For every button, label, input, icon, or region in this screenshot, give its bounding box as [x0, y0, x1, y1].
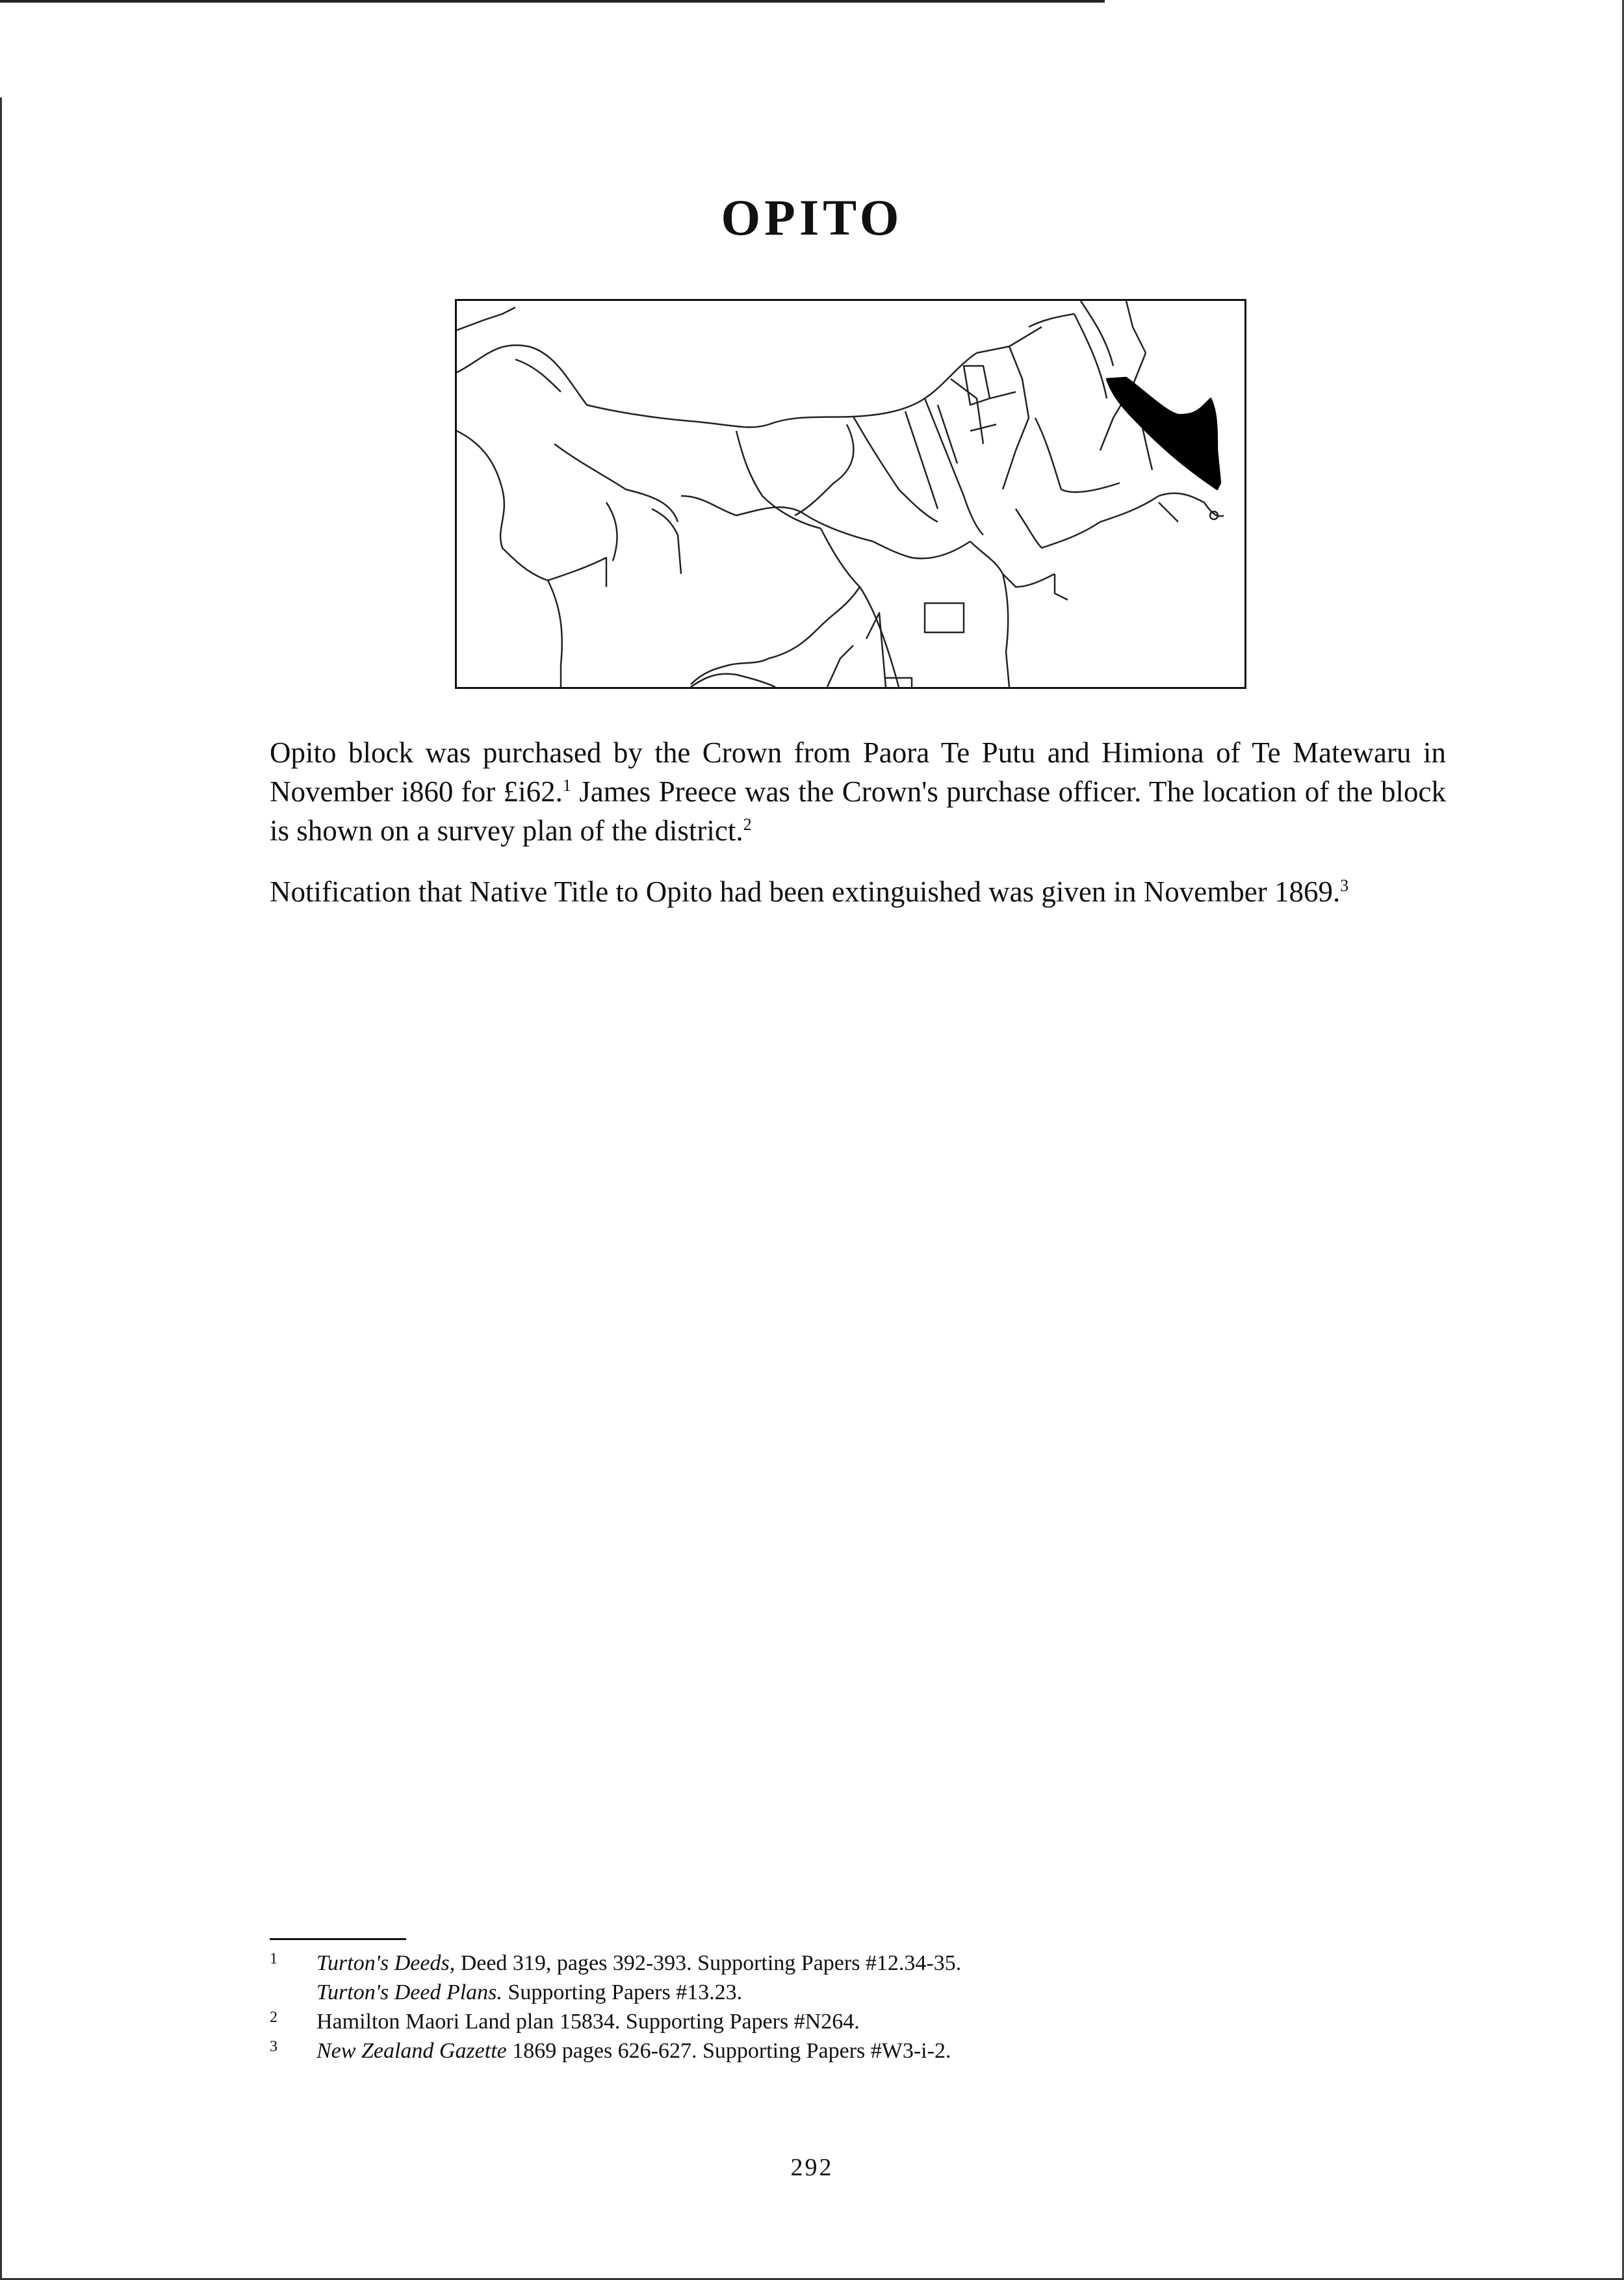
- scan-edge-left: [0, 97, 2, 2280]
- footnote-line: [316, 1978, 1439, 2007]
- page-number: 292: [790, 2154, 834, 2181]
- footnote-citation-detail: Supporting Papers #13.23.: [502, 1980, 743, 2004]
- footnote-citation-detail: Deed 319, pages 392-393. Supporting Papers #12.34-35.: [455, 1951, 962, 1975]
- footnote-1: [270, 1949, 1439, 2007]
- footnote-ref-1: 1: [562, 776, 571, 795]
- footnote-line: [316, 1949, 1439, 1978]
- footnote-ref-3: 3: [1340, 876, 1349, 895]
- footnote-divider: [270, 1938, 406, 1940]
- footnote-3: [270, 2036, 1439, 2066]
- footnote-2: [270, 2007, 1439, 2036]
- page-title: OPITO: [721, 189, 903, 246]
- scan-edge-top: [0, 0, 1105, 3]
- footnote-number: 3: [270, 2038, 277, 2055]
- footnote-line: [316, 2036, 1439, 2066]
- footnote-citation-detail: 1869 pages 626-627. Supporting Papers #W3-i-2.: [506, 2039, 951, 2063]
- paragraph-purchase-text-2: James Preece was the Crown's purchase officer. The location of the block is shown on a survey plan of the district.: [270, 775, 1446, 847]
- footnote-citation-title: Turton's Deed Plans.: [316, 1980, 502, 2004]
- location-map: [455, 299, 1246, 689]
- footnote-ref-2: 2: [743, 815, 752, 834]
- paragraph-purchase: [270, 733, 1446, 850]
- footnotes: [270, 1949, 1439, 2066]
- footnote-number: 2: [270, 2009, 277, 2026]
- paragraph-purchase-text: Opito block was purchased by the Crown from Paora Te Putu and Himiona of Te Matewaru in November i860 for £i62.: [270, 736, 1446, 808]
- survey-map-icon: [457, 301, 1244, 687]
- footnote-citation-title: New Zealand Gazette: [316, 2039, 507, 2063]
- footnote-citation-detail: Hamilton Maori Land plan 15834. Supporting Papers #N264.: [316, 2010, 860, 2034]
- footnote-number: 1: [270, 1950, 277, 1967]
- paragraph-notification-text: Notification that Native Title to Opito had been extinguished was given in November 1869.: [270, 875, 1341, 908]
- footnote-citation-title: Turton's Deeds,: [316, 1951, 456, 1975]
- paragraph-notification: [270, 872, 1446, 911]
- footnote-line: [316, 2007, 1439, 2036]
